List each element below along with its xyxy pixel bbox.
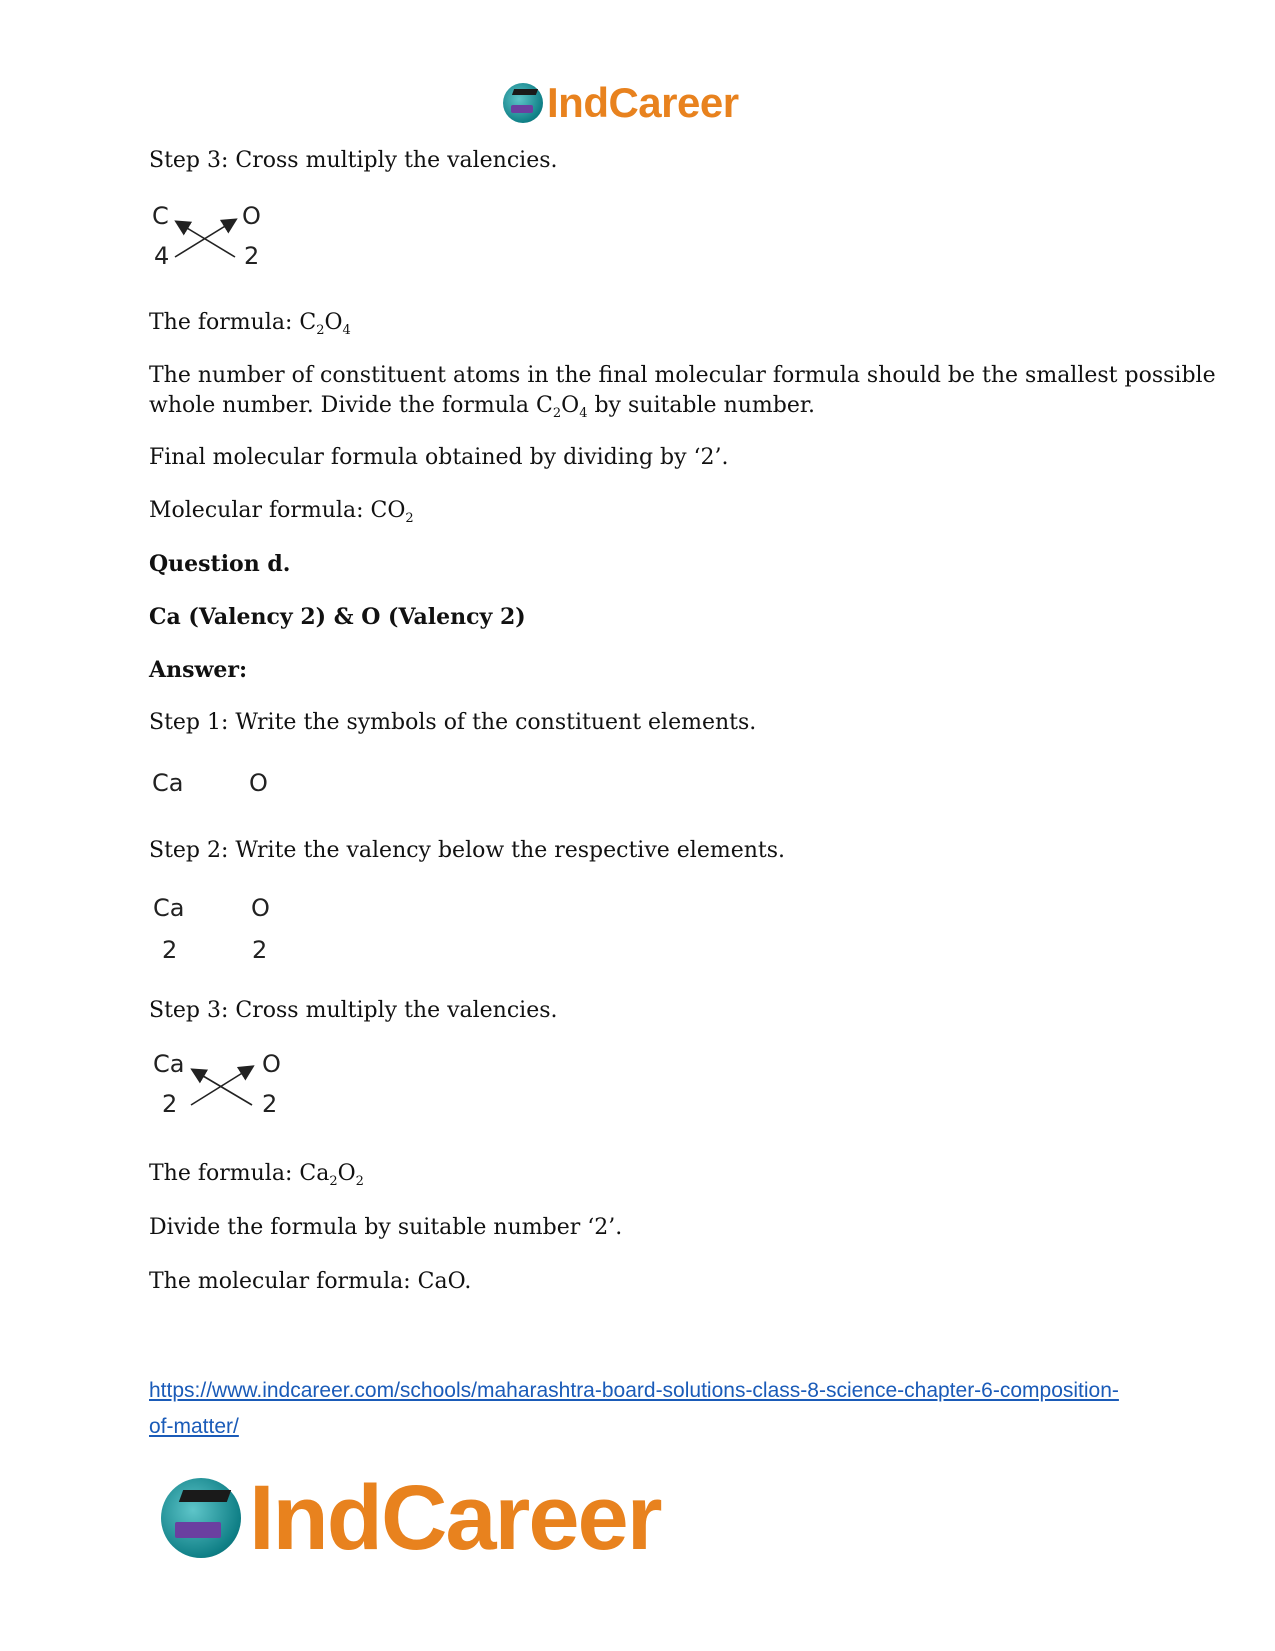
cross-diagram-ca-o (149, 1048, 299, 1132)
final-formula-text: The molecular formula: CaO. (149, 1269, 472, 1294)
formula2-line: The formula: $Ca_2O_2$ (149, 1161, 364, 1189)
globe-logo-icon (503, 83, 543, 123)
diagram3-element-2: O (262, 1050, 281, 1078)
step2-element-2: O (251, 894, 270, 922)
divide-text: Divide the formula by suitable number ‘2’. (149, 1215, 623, 1240)
header-logo (503, 78, 739, 128)
diagram1-element-1: C (152, 202, 169, 230)
formula1-line: The formula: $C_2O_4$ (149, 310, 351, 338)
step3-text-a: Step 3: Cross multiply the valencies. (149, 148, 558, 173)
diagram3-element-1: Ca (153, 1050, 185, 1078)
valency-diagram (149, 888, 289, 972)
molecular-formula-line: Molecular formula: $CO_2$ (149, 498, 414, 526)
diagram1-element-2: O (242, 202, 261, 230)
step2-text: Step 2: Write the valency below the respective elements. (149, 838, 786, 863)
symbols-diagram (149, 762, 289, 806)
step2-valency-1: 2 (162, 936, 178, 964)
step3-text-b: Step 3: Cross multiply the valencies. (149, 998, 558, 1023)
step2-element-1: Ca (153, 894, 185, 922)
step1-element-2: O (249, 769, 268, 797)
footer-logo (161, 1468, 661, 1568)
logo-wordmark: IndCareer (547, 79, 739, 126)
step1-element-1: Ca (152, 769, 184, 797)
logo-wordmark: IndCareer (249, 1467, 661, 1569)
answer-label: Answer: (149, 657, 248, 683)
arrow-up-left (193, 1070, 252, 1105)
constituent-text-line2: whole number. Divide the formula $C_2O_4$ by suitable number. (149, 393, 815, 421)
diagram3-valency-1: 2 (162, 1090, 178, 1118)
final-dividing-text: Final molecular formula obtained by dividing by ‘2’. (149, 445, 729, 470)
diagram3-valency-2: 2 (262, 1090, 278, 1118)
diagram1-valency-2: 2 (244, 242, 260, 270)
diagram1-valency-1: 4 (154, 242, 170, 270)
globe-logo-icon (161, 1478, 241, 1558)
arrow-up-left (177, 222, 235, 257)
step1-text: Step 1: Write the symbols of the constituent elements. (149, 710, 757, 735)
source-url-link[interactable]: https://www.indcareer.com/schools/maharashtra-board-solutions-class-8-science-chapter-6-composition-of-matter/ (149, 1379, 1119, 1438)
question-d-text: Ca (Valency 2) & O (Valency 2) (149, 604, 526, 630)
constituent-text-line1: The number of constituent atoms in the final molecular formula should be the smallest possible (149, 363, 1216, 388)
cross-diagram-c-o (149, 200, 289, 284)
step2-valency-2: 2 (252, 936, 268, 964)
question-d-heading: Question d. (149, 551, 291, 577)
